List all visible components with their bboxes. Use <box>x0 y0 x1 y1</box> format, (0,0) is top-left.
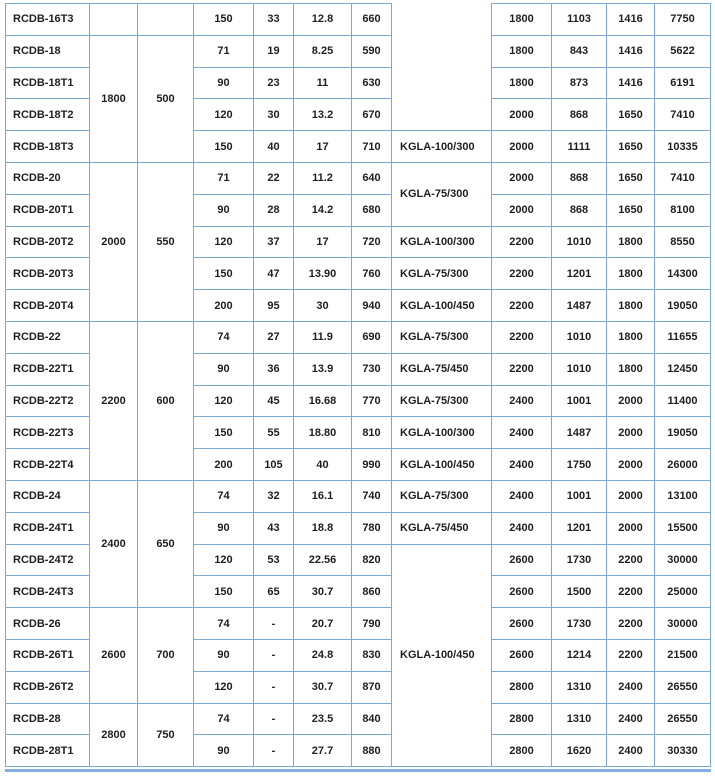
kgla-cell: KGLA-100/450 <box>392 449 492 481</box>
kgla-cell <box>392 4 492 131</box>
value-cell: 1800 <box>607 290 655 322</box>
value-cell: 74 <box>194 480 254 512</box>
value-cell: 2200 <box>492 290 552 322</box>
value-cell: 30 <box>294 290 352 322</box>
model-cell: RCDB-18T2 <box>6 99 90 131</box>
value-cell: 710 <box>352 131 392 163</box>
value-cell: 1650 <box>607 99 655 131</box>
value-cell: 22 <box>254 162 294 194</box>
value-cell: 13.2 <box>294 99 352 131</box>
value-cell: 2000 <box>492 194 552 226</box>
value-cell <box>90 4 138 36</box>
model-cell: RCDB-20T3 <box>6 258 90 290</box>
value-cell: 730 <box>352 353 392 385</box>
value-cell: 2000 <box>492 162 552 194</box>
value-cell: 19050 <box>655 417 711 449</box>
value-cell: 7410 <box>655 162 711 194</box>
value-cell: 780 <box>352 512 392 544</box>
kgla-cell: KGLA-75/300 <box>392 385 492 417</box>
kgla-cell: KGLA-75/300 <box>392 162 492 226</box>
table-row <box>6 608 711 640</box>
table-row <box>6 480 711 512</box>
value-cell: 2000 <box>607 417 655 449</box>
value-cell: 6191 <box>655 67 711 99</box>
value-cell: 2400 <box>607 671 655 703</box>
value-cell: 1800 <box>492 35 552 67</box>
value-cell: 7750 <box>655 4 711 36</box>
value-cell: 2400 <box>90 480 138 607</box>
value-cell: 740 <box>352 480 392 512</box>
value-cell: 860 <box>352 576 392 608</box>
table-row <box>6 321 711 353</box>
value-cell: 1416 <box>607 4 655 36</box>
value-cell: 19050 <box>655 290 711 322</box>
value-cell: 13100 <box>655 480 711 512</box>
value-cell: 750 <box>138 703 194 767</box>
value-cell: 11655 <box>655 321 711 353</box>
model-cell: RCDB-18 <box>6 35 90 67</box>
value-cell: 74 <box>194 703 254 735</box>
model-cell: RCDB-20T4 <box>6 290 90 322</box>
model-cell: RCDB-22T1 <box>6 353 90 385</box>
table-row <box>6 35 711 67</box>
value-cell: 23 <box>254 67 294 99</box>
value-cell: 2400 <box>492 480 552 512</box>
model-cell: RCDB-28T1 <box>6 735 90 767</box>
value-cell: 830 <box>352 639 392 671</box>
value-cell: 19 <box>254 35 294 67</box>
value-cell: 2600 <box>492 576 552 608</box>
value-cell: 2400 <box>607 735 655 767</box>
value-cell: 680 <box>352 194 392 226</box>
value-cell: - <box>254 703 294 735</box>
value-cell: 7410 <box>655 99 711 131</box>
value-cell: 23.5 <box>294 703 352 735</box>
model-cell: RCDB-26 <box>6 608 90 640</box>
value-cell: 11400 <box>655 385 711 417</box>
value-cell: 2600 <box>90 608 138 703</box>
value-cell: 15500 <box>655 512 711 544</box>
value-cell: 1650 <box>607 131 655 163</box>
value-cell: 13.9 <box>294 353 352 385</box>
value-cell: 26550 <box>655 703 711 735</box>
value-cell: 2800 <box>492 703 552 735</box>
value-cell: 1416 <box>607 67 655 99</box>
value-cell: 150 <box>194 131 254 163</box>
value-cell: 2200 <box>90 321 138 480</box>
value-cell: 843 <box>552 35 607 67</box>
value-cell: 600 <box>138 321 194 480</box>
value-cell: 1310 <box>552 671 607 703</box>
value-cell: 880 <box>352 735 392 767</box>
model-cell: RCDB-18T1 <box>6 67 90 99</box>
value-cell: 90 <box>194 512 254 544</box>
value-cell: 26000 <box>655 449 711 481</box>
value-cell: 20.7 <box>294 608 352 640</box>
value-cell: 770 <box>352 385 392 417</box>
model-cell: RCDB-16T3 <box>6 4 90 36</box>
value-cell: 1800 <box>607 353 655 385</box>
value-cell: 1487 <box>552 417 607 449</box>
value-cell: 14300 <box>655 258 711 290</box>
value-cell: 2000 <box>607 449 655 481</box>
value-cell: 1800 <box>492 4 552 36</box>
value-cell: 1111 <box>552 131 607 163</box>
value-cell: 18.80 <box>294 417 352 449</box>
value-cell: 16.68 <box>294 385 352 417</box>
value-cell: 10335 <box>655 131 711 163</box>
value-cell: 1310 <box>552 703 607 735</box>
value-cell: 1416 <box>607 35 655 67</box>
value-cell: 650 <box>138 480 194 607</box>
value-cell: 1650 <box>607 194 655 226</box>
value-cell: 74 <box>194 608 254 640</box>
value-cell: 40 <box>254 131 294 163</box>
model-cell: RCDB-22T2 <box>6 385 90 417</box>
model-cell: RCDB-26T2 <box>6 671 90 703</box>
model-cell: RCDB-28 <box>6 703 90 735</box>
value-cell: 55 <box>254 417 294 449</box>
value-cell: 90 <box>194 194 254 226</box>
value-cell: 1201 <box>552 258 607 290</box>
kgla-cell: KGLA-75/450 <box>392 353 492 385</box>
value-cell: 11 <box>294 67 352 99</box>
value-cell: 30.7 <box>294 576 352 608</box>
value-cell: 26550 <box>655 671 711 703</box>
model-cell: RCDB-26T1 <box>6 639 90 671</box>
value-cell: 36 <box>254 353 294 385</box>
value-cell: 500 <box>138 35 194 162</box>
value-cell: 2000 <box>492 131 552 163</box>
value-cell: 2200 <box>607 544 655 576</box>
value-cell: 873 <box>552 67 607 99</box>
value-cell: 2400 <box>607 703 655 735</box>
value-cell: 1001 <box>552 385 607 417</box>
value-cell: 33 <box>254 4 294 36</box>
kgla-cell: KGLA-100/450 <box>392 544 492 767</box>
value-cell: - <box>254 671 294 703</box>
value-cell: 1730 <box>552 608 607 640</box>
value-cell: 8.25 <box>294 35 352 67</box>
table-bottom-rule <box>5 769 711 772</box>
value-cell: 25000 <box>655 576 711 608</box>
value-cell: 90 <box>194 67 254 99</box>
value-cell: 2600 <box>492 608 552 640</box>
kgla-cell: KGLA-75/450 <box>392 512 492 544</box>
value-cell: 2200 <box>492 321 552 353</box>
value-cell: 1750 <box>552 449 607 481</box>
model-cell: RCDB-24T2 <box>6 544 90 576</box>
table-row <box>6 4 711 36</box>
value-cell: 2400 <box>492 512 552 544</box>
value-cell: 660 <box>352 4 392 36</box>
value-cell: 105 <box>254 449 294 481</box>
kgla-cell: KGLA-75/300 <box>392 321 492 353</box>
value-cell: 90 <box>194 735 254 767</box>
value-cell: 1500 <box>552 576 607 608</box>
value-cell: 30000 <box>655 608 711 640</box>
value-cell: 120 <box>194 544 254 576</box>
value-cell: 95 <box>254 290 294 322</box>
value-cell: 200 <box>194 449 254 481</box>
value-cell: 30330 <box>655 735 711 767</box>
model-cell: RCDB-24T3 <box>6 576 90 608</box>
value-cell: 2000 <box>90 162 138 321</box>
value-cell: 2200 <box>607 608 655 640</box>
model-cell: RCDB-22 <box>6 321 90 353</box>
kgla-cell: KGLA-100/300 <box>392 417 492 449</box>
value-cell: 990 <box>352 449 392 481</box>
value-cell: 47 <box>254 258 294 290</box>
value-cell: 150 <box>194 576 254 608</box>
value-cell: 1010 <box>552 226 607 258</box>
value-cell <box>138 4 194 36</box>
value-cell: 2200 <box>607 576 655 608</box>
value-cell: 2800 <box>90 703 138 767</box>
value-cell: 1010 <box>552 353 607 385</box>
value-cell: 120 <box>194 99 254 131</box>
kgla-cell: KGLA-100/300 <box>392 226 492 258</box>
kgla-cell: KGLA-100/450 <box>392 290 492 322</box>
value-cell: 868 <box>552 162 607 194</box>
value-cell: 13.90 <box>294 258 352 290</box>
value-cell: 690 <box>352 321 392 353</box>
value-cell: 630 <box>352 67 392 99</box>
value-cell: 12.8 <box>294 4 352 36</box>
value-cell: 2600 <box>492 639 552 671</box>
value-cell: 820 <box>352 544 392 576</box>
value-cell: 870 <box>352 671 392 703</box>
value-cell: 670 <box>352 99 392 131</box>
value-cell: 1800 <box>90 35 138 162</box>
value-cell: 790 <box>352 608 392 640</box>
value-cell: 1800 <box>607 321 655 353</box>
value-cell: 1730 <box>552 544 607 576</box>
value-cell: 1214 <box>552 639 607 671</box>
value-cell: 1201 <box>552 512 607 544</box>
value-cell: 1010 <box>552 321 607 353</box>
value-cell: 1650 <box>607 162 655 194</box>
value-cell: 550 <box>138 162 194 321</box>
value-cell: 30 <box>254 99 294 131</box>
spec-table <box>5 3 711 767</box>
value-cell: 120 <box>194 226 254 258</box>
value-cell: 27 <box>254 321 294 353</box>
value-cell: 71 <box>194 162 254 194</box>
value-cell: 74 <box>194 321 254 353</box>
value-cell: 28 <box>254 194 294 226</box>
model-cell: RCDB-22T3 <box>6 417 90 449</box>
value-cell: 1800 <box>607 258 655 290</box>
kgla-cell: KGLA-100/300 <box>392 131 492 163</box>
value-cell: 45 <box>254 385 294 417</box>
value-cell: 120 <box>194 385 254 417</box>
value-cell: 2000 <box>607 385 655 417</box>
table-row <box>6 703 711 735</box>
value-cell: 590 <box>352 35 392 67</box>
model-cell: RCDB-20T1 <box>6 194 90 226</box>
value-cell: 2200 <box>492 226 552 258</box>
value-cell: 90 <box>194 639 254 671</box>
value-cell: 200 <box>194 290 254 322</box>
value-cell: 2200 <box>492 353 552 385</box>
value-cell: 40 <box>294 449 352 481</box>
value-cell: 1001 <box>552 480 607 512</box>
value-cell: 17 <box>294 131 352 163</box>
value-cell: 2400 <box>492 417 552 449</box>
value-cell: 2000 <box>607 480 655 512</box>
value-cell: 37 <box>254 226 294 258</box>
model-cell: RCDB-20T2 <box>6 226 90 258</box>
spec-table-body <box>6 4 711 767</box>
model-cell: RCDB-24T1 <box>6 512 90 544</box>
value-cell: 32 <box>254 480 294 512</box>
table-row <box>6 162 711 194</box>
kgla-cell: KGLA-75/300 <box>392 480 492 512</box>
value-cell: 17 <box>294 226 352 258</box>
value-cell: 8100 <box>655 194 711 226</box>
value-cell: 1800 <box>492 67 552 99</box>
value-cell: 43 <box>254 512 294 544</box>
value-cell: - <box>254 639 294 671</box>
value-cell: 2200 <box>607 639 655 671</box>
model-cell: RCDB-20 <box>6 162 90 194</box>
value-cell: 8550 <box>655 226 711 258</box>
value-cell: 940 <box>352 290 392 322</box>
value-cell: 120 <box>194 671 254 703</box>
value-cell: 810 <box>352 417 392 449</box>
value-cell: 30.7 <box>294 671 352 703</box>
value-cell: 1620 <box>552 735 607 767</box>
value-cell: 11.9 <box>294 321 352 353</box>
value-cell: 90 <box>194 353 254 385</box>
value-cell: 720 <box>352 226 392 258</box>
value-cell: 21500 <box>655 639 711 671</box>
model-cell: RCDB-24 <box>6 480 90 512</box>
value-cell: 2600 <box>492 544 552 576</box>
value-cell: 150 <box>194 258 254 290</box>
value-cell: 868 <box>552 99 607 131</box>
value-cell: 840 <box>352 703 392 735</box>
value-cell: - <box>254 608 294 640</box>
value-cell: 30000 <box>655 544 711 576</box>
value-cell: 18.8 <box>294 512 352 544</box>
value-cell: 2400 <box>492 449 552 481</box>
value-cell: 2000 <box>607 512 655 544</box>
value-cell: 24.8 <box>294 639 352 671</box>
value-cell: 11.2 <box>294 162 352 194</box>
value-cell: 22.56 <box>294 544 352 576</box>
value-cell: 1487 <box>552 290 607 322</box>
value-cell: 27.7 <box>294 735 352 767</box>
value-cell: 12450 <box>655 353 711 385</box>
value-cell: 2800 <box>492 735 552 767</box>
value-cell: 868 <box>552 194 607 226</box>
value-cell: 640 <box>352 162 392 194</box>
value-cell: 14.2 <box>294 194 352 226</box>
value-cell: 2000 <box>492 99 552 131</box>
value-cell: 2400 <box>492 385 552 417</box>
value-cell: 71 <box>194 35 254 67</box>
value-cell: 16.1 <box>294 480 352 512</box>
kgla-cell: KGLA-75/300 <box>392 258 492 290</box>
value-cell: 2800 <box>492 671 552 703</box>
value-cell: 53 <box>254 544 294 576</box>
value-cell: 65 <box>254 576 294 608</box>
value-cell: 150 <box>194 4 254 36</box>
value-cell: - <box>254 735 294 767</box>
value-cell: 150 <box>194 417 254 449</box>
model-cell: RCDB-18T3 <box>6 131 90 163</box>
model-cell: RCDB-22T4 <box>6 449 90 481</box>
value-cell: 5622 <box>655 35 711 67</box>
value-cell: 760 <box>352 258 392 290</box>
value-cell: 1103 <box>552 4 607 36</box>
value-cell: 2200 <box>492 258 552 290</box>
value-cell: 700 <box>138 608 194 703</box>
value-cell: 1800 <box>607 226 655 258</box>
